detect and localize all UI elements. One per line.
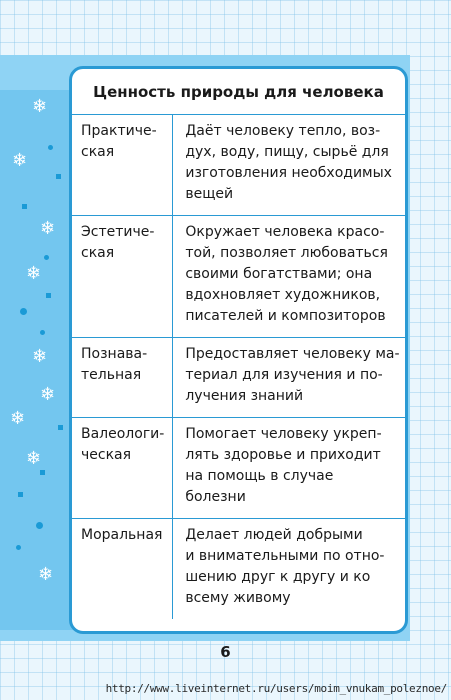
table-row	[72, 216, 408, 338]
table-row	[72, 418, 408, 519]
value-type-cell	[72, 216, 173, 338]
value-description-cell	[173, 216, 408, 338]
dot-decoration	[40, 330, 45, 335]
value-type-line: Валеологи-	[81, 426, 165, 442]
value-description-line: вещей	[185, 186, 234, 202]
value-description-cell	[173, 115, 408, 216]
snowflake-icon: ❄	[12, 150, 28, 171]
value-description-cell	[173, 418, 408, 519]
snowflake-icon: ❄	[38, 564, 54, 585]
value-description-line: вдохновляет художников,	[185, 287, 381, 303]
watermark-url: http://www.liveinternet.ru/users/moim_vnukam_poleznoe/	[105, 682, 447, 695]
dot-decoration	[16, 545, 21, 550]
value-type-cell	[72, 115, 173, 216]
value-description-line: Помогает человеку укреп-	[185, 426, 382, 442]
square-decoration	[46, 293, 51, 298]
value-type-line: тельная	[81, 367, 142, 383]
value-type-cell	[72, 418, 173, 519]
value-description-cell	[173, 519, 408, 620]
dot-decoration	[48, 145, 53, 150]
table-row	[72, 519, 408, 620]
snowflake-icon: ❄	[32, 96, 48, 117]
snowflake-icon: ❄	[10, 408, 26, 429]
dot-decoration	[44, 255, 49, 260]
value-description-line: изготовления необходимых	[185, 165, 392, 181]
snowflake-icon: ❄	[40, 218, 56, 239]
value-type-line: Эстетиче-	[81, 224, 155, 240]
card-title: Ценность природы для человека	[72, 69, 405, 115]
value-type-line: ческая	[81, 447, 132, 463]
value-description-line: на помощь в случае	[185, 468, 334, 484]
table-row	[72, 338, 408, 418]
square-decoration	[18, 492, 23, 497]
nature-value-table	[72, 115, 408, 619]
value-description-line: шению друг к другу и ко	[185, 569, 371, 585]
value-description-line: писателей и композиторов	[185, 308, 386, 324]
value-type-line: Практиче-	[81, 123, 157, 139]
value-description-line: той, позволяет любоваться	[185, 245, 388, 261]
value-type-cell	[72, 519, 173, 620]
snowflake-icon: ❄	[40, 384, 56, 405]
value-description-line: лять здоровье и приходит	[185, 447, 381, 463]
snowflake-icon: ❄	[26, 448, 42, 469]
value-type-cell	[72, 338, 173, 418]
square-decoration	[56, 174, 61, 179]
value-description-line: Предоставляет человеку ма-	[185, 346, 400, 362]
value-description-line: Даёт человеку тепло, воз-	[185, 123, 381, 139]
square-decoration	[22, 204, 27, 209]
snowflake-icon: ❄	[26, 263, 42, 284]
value-type-line: Познава-	[81, 346, 148, 362]
value-description-line: лучения знаний	[185, 388, 304, 404]
nature-value-card	[69, 66, 408, 634]
table-row	[72, 115, 408, 216]
value-description-line: Делает людей добрыми	[185, 527, 363, 543]
value-description-line: всему живому	[185, 590, 291, 606]
value-description-line: болезни	[185, 489, 246, 505]
dot-decoration	[36, 522, 43, 529]
square-decoration	[40, 470, 45, 475]
value-description-line: Окружает человека красо-	[185, 224, 385, 240]
value-description-cell	[173, 338, 408, 418]
value-type-line: ская	[81, 245, 115, 261]
side-decoration-stripe	[0, 90, 75, 630]
square-decoration	[58, 425, 63, 430]
value-type-line: ская	[81, 144, 115, 160]
value-description-line: дух, воду, пищу, сырьё для	[185, 144, 389, 160]
page-number: 6	[220, 643, 231, 661]
value-description-line: териал для изучения и по-	[185, 367, 383, 383]
dot-decoration	[20, 308, 27, 315]
value-description-line: и внимательными по отно-	[185, 548, 385, 564]
value-description-line: своими богатствами; она	[185, 266, 373, 282]
snowflake-icon: ❄	[32, 346, 48, 367]
value-type-line: Моральная	[81, 527, 163, 543]
